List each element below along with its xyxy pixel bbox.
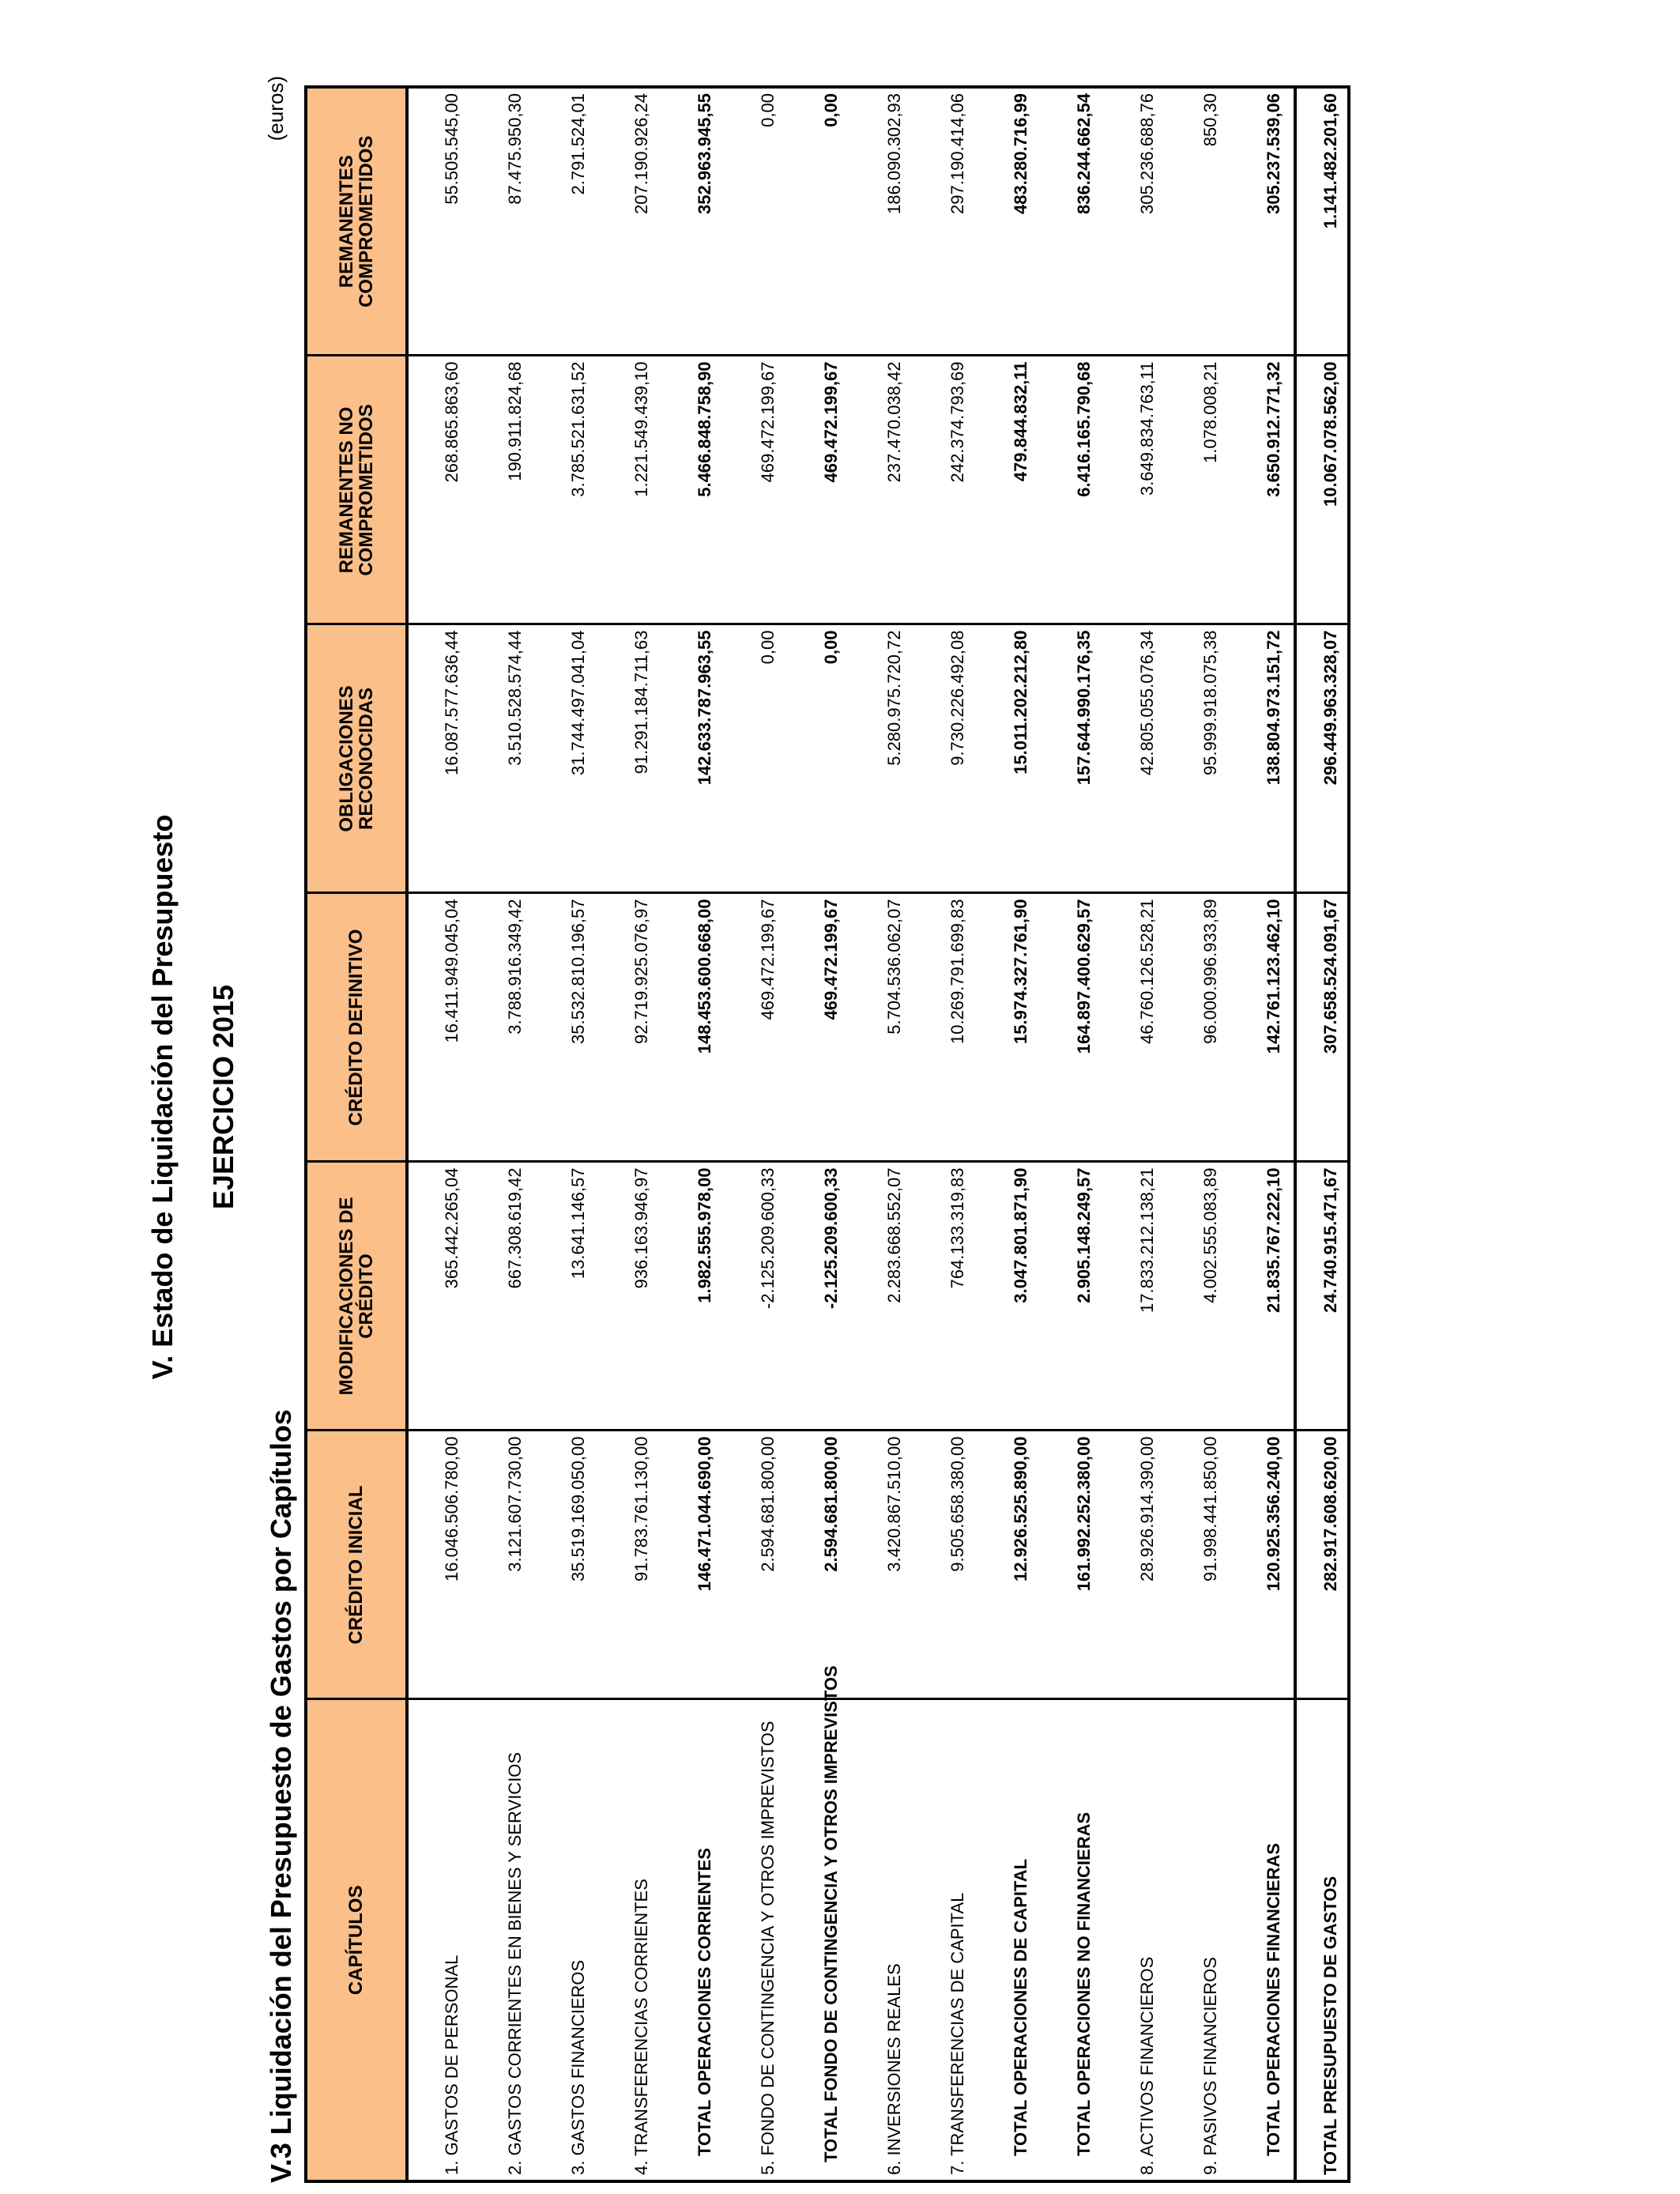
obligaciones-cell: 91.291.184.711,63 xyxy=(598,624,661,893)
credito-definitivo-cell: 16.411.949.045,04 xyxy=(407,893,472,1162)
credito-definitivo-cell: 15.974.327.761,90 xyxy=(977,893,1041,1162)
remanentes-comprometidos-cell: 55.505.545,00 xyxy=(407,87,472,356)
modificaciones-cell: -2.125.209.600,33 xyxy=(725,1162,788,1431)
obligaciones-cell: 42.805.055.076,34 xyxy=(1104,624,1167,893)
row-label: 7. TRANSFERENCIAS DE CAPITAL xyxy=(947,1892,967,2175)
remanentes-no-comprometidos-cell: 3.785.521.631,52 xyxy=(535,356,598,624)
modificaciones-cell: 936.163.946,97 xyxy=(598,1162,661,1431)
row-label: TOTAL FONDO DE CONTINGENCIA Y OTROS IMPREVISTOS xyxy=(821,1665,841,2162)
credito-inicial-cell: 16.046.506.780,00 xyxy=(407,1431,472,1699)
row-label: TOTAL PRESUPUESTO DE GASTOS xyxy=(1295,1699,1349,2181)
total-row xyxy=(661,87,725,2181)
obligaciones-cell: 16.087.577.636,44 xyxy=(407,624,472,893)
header-remanentes-comprometidos: REMANENTES COMPROMETIDOS xyxy=(306,87,407,356)
credito-definitivo-cell: 469.472.199,67 xyxy=(725,893,788,1162)
obligaciones-cell: 138.804.973.151,72 xyxy=(1230,624,1295,893)
credito-definitivo-cell: 148.453.600.668,00 xyxy=(661,893,725,1162)
modificaciones-cell: -2.125.209.600,33 xyxy=(788,1162,851,1431)
obligaciones-cell: 31.744.497.041,04 xyxy=(535,624,598,893)
header-credito-definitivo: CRÉDITO DEFINITIVO xyxy=(306,893,407,1162)
credito-definitivo-cell: 307.658.524.091,67 xyxy=(1295,893,1349,1162)
exercise-title: EJERCICIO 2015 xyxy=(207,984,239,1210)
total-row xyxy=(1230,87,1295,2181)
modificaciones-cell: 21.835.767.222,10 xyxy=(1230,1162,1295,1431)
modificaciones-cell: 4.002.555.083,89 xyxy=(1167,1162,1230,1431)
remanentes-no-comprometidos-cell: 3.650.912.771,32 xyxy=(1230,356,1295,624)
remanentes-no-comprometidos-cell: 1.078.008,21 xyxy=(1167,356,1230,624)
credito-inicial-cell: 282.917.608.620,00 xyxy=(1295,1431,1349,1699)
remanentes-comprometidos-cell: 305.236.688,76 xyxy=(1104,87,1167,356)
row-label: 4. TRANSFERENCIAS CORRIENTES xyxy=(631,1879,651,2175)
obligaciones-cell: 0,00 xyxy=(725,624,788,893)
remanentes-comprometidos-cell: 352.963.945,55 xyxy=(661,87,725,356)
remanentes-comprometidos-cell: 207.190.926,24 xyxy=(598,87,661,356)
modificaciones-cell: 667.308.619,42 xyxy=(472,1162,535,1431)
row-label: TOTAL OPERACIONES CORRIENTES xyxy=(695,1848,714,2156)
remanentes-comprometidos-cell: 305.237.539,06 xyxy=(1230,87,1295,356)
obligaciones-cell: 296.449.963.328,07 xyxy=(1295,624,1349,893)
credito-inicial-cell: 3.420.867.510,00 xyxy=(851,1431,914,1699)
credito-inicial-cell: 146.471.044.690,00 xyxy=(661,1431,725,1699)
modificaciones-cell: 13.641.146,57 xyxy=(535,1162,598,1431)
total-row xyxy=(788,87,851,2181)
obligaciones-cell: 157.644.990.176,35 xyxy=(1041,624,1104,893)
credito-definitivo-cell: 3.788.916.349,42 xyxy=(472,893,535,1162)
remanentes-comprometidos-cell: 483.280.716,99 xyxy=(977,87,1041,356)
credito-definitivo-cell: 96.000.996.933,89 xyxy=(1167,893,1230,1162)
table-header-row xyxy=(306,87,407,2181)
remanentes-no-comprometidos-cell: 190.911.824,68 xyxy=(472,356,535,624)
obligaciones-cell: 3.510.528.574,44 xyxy=(472,624,535,893)
row-label: 5. FONDO DE CONTINGENCIA Y OTROS IMPREVISTOS xyxy=(758,1721,778,2175)
obligaciones-cell: 15.011.202.212,80 xyxy=(977,624,1041,893)
table-row xyxy=(407,87,472,2181)
credito-definitivo-cell: 142.761.123.462,10 xyxy=(1230,893,1295,1162)
remanentes-no-comprometidos-cell: 242.374.793,69 xyxy=(914,356,977,624)
table-row xyxy=(1167,87,1230,2181)
modificaciones-cell: 17.833.212.138,21 xyxy=(1104,1162,1167,1431)
remanentes-no-comprometidos-cell: 10.067.078.562,00 xyxy=(1295,356,1349,624)
header-credito-inicial: CRÉDITO INICIAL xyxy=(306,1431,407,1699)
table-row xyxy=(1104,87,1167,2181)
budget-table xyxy=(304,85,1350,2183)
credito-definitivo-cell: 46.760.126.528,21 xyxy=(1104,893,1167,1162)
credito-inicial-cell: 9.505.658.380,00 xyxy=(914,1431,977,1699)
table-row xyxy=(472,87,535,2181)
remanentes-no-comprometidos-cell: 469.472.199,67 xyxy=(788,356,851,624)
obligaciones-cell: 95.999.918.075,38 xyxy=(1167,624,1230,893)
credito-definitivo-cell: 164.897.400.629,57 xyxy=(1041,893,1104,1162)
row-label: TOTAL OPERACIONES NO FINANCIERAS xyxy=(1074,1811,1094,2156)
credito-definitivo-cell: 92.719.925.076,97 xyxy=(598,893,661,1162)
header-obligaciones: OBLIGACIONES RECONOCIDAS xyxy=(306,624,407,893)
remanentes-no-comprometidos-cell: 6.416.165.790,68 xyxy=(1041,356,1104,624)
remanentes-no-comprometidos-cell: 237.470.038,42 xyxy=(851,356,914,624)
table-row xyxy=(535,87,598,2181)
header-capitulos: CAPÍTULOS xyxy=(306,1699,407,2181)
row-label: 3. GASTOS FINANCIEROS xyxy=(568,1959,588,2175)
row-label: 6. INVERSIONES REALES xyxy=(884,1963,904,2175)
remanentes-comprometidos-cell: 1.141.482.201,60 xyxy=(1295,87,1349,356)
obligaciones-cell: 5.280.975.720,72 xyxy=(851,624,914,893)
credito-inicial-cell: 3.121.607.730,00 xyxy=(472,1431,535,1699)
remanentes-comprometidos-cell: 297.190.414,06 xyxy=(914,87,977,356)
credito-definitivo-cell: 469.472.199,67 xyxy=(788,893,851,1162)
remanentes-no-comprometidos-cell: 1.221.549.439,10 xyxy=(598,356,661,624)
obligaciones-cell: 142.633.787.963,55 xyxy=(661,624,725,893)
remanentes-comprometidos-cell: 836.244.662,54 xyxy=(1041,87,1104,356)
remanentes-comprometidos-cell: 2.791.524,01 xyxy=(535,87,598,356)
remanentes-no-comprometidos-cell: 469.472.199,67 xyxy=(725,356,788,624)
remanentes-no-comprometidos-cell: 479.844.832,11 xyxy=(977,356,1041,624)
modificaciones-cell: 2.905.148.249,57 xyxy=(1041,1162,1104,1431)
obligaciones-cell: 9.730.226.492,08 xyxy=(914,624,977,893)
remanentes-comprometidos-cell: 0,00 xyxy=(725,87,788,356)
units-note: (euros) xyxy=(264,76,288,141)
row-label: 8. ACTIVOS FINANCIEROS xyxy=(1137,1956,1157,2175)
header-modificaciones: MODIFICACIONES DE CRÉDITO xyxy=(306,1162,407,1431)
table-row xyxy=(914,87,977,2181)
credito-definitivo-cell: 10.269.791.699,83 xyxy=(914,893,977,1162)
credito-inicial-cell: 161.992.252.380,00 xyxy=(1041,1431,1104,1699)
remanentes-comprometidos-cell: 87.475.950,30 xyxy=(472,87,535,356)
remanentes-comprometidos-cell: 0,00 xyxy=(788,87,851,356)
header-remanentes-no-comprometidos: REMANENTES NO COMPROMETIDOS xyxy=(306,356,407,624)
table-row xyxy=(725,87,788,2181)
row-label: 2. GASTOS CORRIENTES EN BIENES Y SERVICIOS xyxy=(505,1751,525,2175)
remanentes-no-comprometidos-cell: 3.649.834.763,11 xyxy=(1104,356,1167,624)
main-title: V. Estado de Liquidación del Presupuesto xyxy=(146,814,179,1380)
modificaciones-cell: 2.283.668.552,07 xyxy=(851,1162,914,1431)
credito-inicial-cell: 91.783.761.130,00 xyxy=(598,1431,661,1699)
section-title: V.3 Liquidación del Presupuesto de Gastos por Capítulos xyxy=(265,1409,297,2183)
total-row xyxy=(977,87,1041,2181)
row-label: TOTAL OPERACIONES FINANCIERAS xyxy=(1264,1842,1283,2156)
modificaciones-cell: 3.047.801.871,90 xyxy=(977,1162,1041,1431)
modificaciones-cell: 1.982.555.978,00 xyxy=(661,1162,725,1431)
modificaciones-cell: 24.740.915.471,67 xyxy=(1295,1162,1349,1431)
row-label: TOTAL OPERACIONES DE CAPITAL xyxy=(1011,1858,1030,2156)
modificaciones-cell: 365.442.265,04 xyxy=(407,1162,472,1431)
obligaciones-cell: 0,00 xyxy=(788,624,851,893)
remanentes-comprometidos-cell: 186.090.302,93 xyxy=(851,87,914,356)
remanentes-comprometidos-cell: 850,30 xyxy=(1167,87,1230,356)
credito-inicial-cell: 28.926.914.390,00 xyxy=(1104,1431,1167,1699)
credito-definitivo-cell: 5.704.536.062,07 xyxy=(851,893,914,1162)
credito-inicial-cell: 91.998.441.850,00 xyxy=(1167,1431,1230,1699)
grand-total-row xyxy=(1295,87,1349,2181)
credito-inicial-cell: 2.594.681.800,00 xyxy=(725,1431,788,1699)
row-label: 9. PASIVOS FINANCIEROS xyxy=(1200,1957,1220,2175)
credito-definitivo-cell: 35.532.810.196,57 xyxy=(535,893,598,1162)
row-label: 1. GASTOS DE PERSONAL xyxy=(442,1955,461,2175)
table-row xyxy=(851,87,914,2181)
modificaciones-cell: 764.133.319,83 xyxy=(914,1162,977,1431)
remanentes-no-comprometidos-cell: 5.466.848.758,90 xyxy=(661,356,725,624)
credito-inicial-cell: 35.519.169.050,00 xyxy=(535,1431,598,1699)
total-row xyxy=(1041,87,1104,2181)
credito-inicial-cell: 2.594.681.800,00 xyxy=(788,1431,851,1699)
remanentes-no-comprometidos-cell: 268.865.863,60 xyxy=(407,356,472,624)
credito-inicial-cell: 12.926.525.890,00 xyxy=(977,1431,1041,1699)
credito-inicial-cell: 120.925.356.240,00 xyxy=(1230,1431,1295,1699)
table-row xyxy=(598,87,661,2181)
